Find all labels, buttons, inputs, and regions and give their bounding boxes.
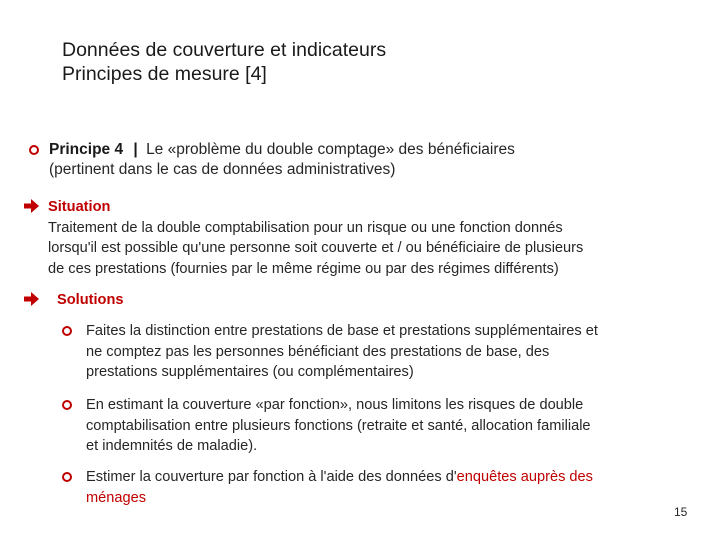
title-line-1: Données de couverture et indicateurs <box>62 39 387 61</box>
solution-1-line-2: ne comptez pas les personnes bénéficiant des prestations de base, des <box>86 343 550 360</box>
principle-text-line-2: (pertinent dans le cas de données administratives) <box>49 161 396 178</box>
arrow-right-icon <box>24 199 40 213</box>
situation-line-3: de ces prestations (fournies par le même régime ou par des régimes différents) <box>48 260 559 277</box>
solution-2-line-3: et indemnités de maladie). <box>86 438 258 454</box>
slide-title <box>62 38 386 86</box>
situation-line-1: Traitement de la double comptabilisation pour un risque ou une fonction donnés <box>48 219 563 236</box>
circle-bullet-icon <box>62 326 72 336</box>
circle-bullet-icon <box>62 472 72 482</box>
solution-2-line-1: En estimant la couverture «par fonction», nous limitons les risques de double <box>86 397 584 413</box>
solution-3-line-2-highlight: ménages <box>86 489 147 506</box>
principle-separator: | <box>133 141 138 158</box>
solution-item-2 <box>86 395 716 457</box>
solutions-heading: Solutions <box>57 292 124 308</box>
principle-label: Principe 4 <box>49 141 124 158</box>
circle-bullet-icon <box>62 400 72 410</box>
solution-3-line-1-highlight: enquêtes auprès des <box>456 469 593 485</box>
circle-bullet-icon <box>29 145 39 155</box>
title-line-2: Principes de mesure [4] <box>62 63 267 85</box>
situation-block <box>48 197 718 279</box>
situation-line-2: lorsqu'il est possible qu'une personne soit couverte et / ou bénéficiaire de plusieurs <box>48 240 584 256</box>
situation-heading: Situation <box>48 199 111 215</box>
arrow-right-icon <box>24 292 40 306</box>
solution-1-line-1: Faites la distinction entre prestations de base et prestations supplémentaires et <box>86 323 598 339</box>
solution-item-3 <box>86 467 716 508</box>
principle-text-line-1: Le «problème du double comptage» des bénéficiaires <box>146 141 515 158</box>
page-number: 15 <box>674 505 688 519</box>
solution-3-line-1-plain: Estimer la couverture par fonction à l'aide des données d' <box>86 469 457 485</box>
solution-item-1 <box>86 321 716 383</box>
solution-1-line-3: prestations supplémentaires (ou complémentaires) <box>86 364 414 380</box>
solution-2-line-2: comptabilisation entre plusieurs fonctions (retraite et santé, allocation familiale <box>86 417 591 434</box>
principle-block <box>49 140 709 180</box>
